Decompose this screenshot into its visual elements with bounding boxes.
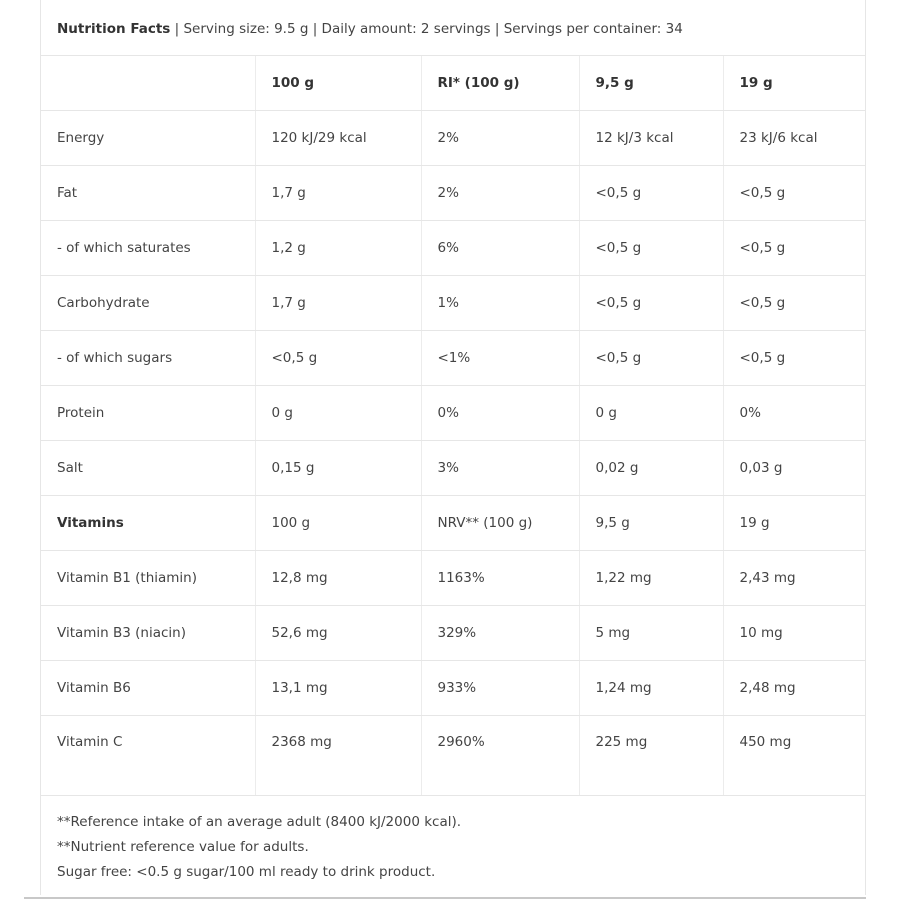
cell-value: 1,7 g [255,166,421,221]
cell-value: 933% [421,661,579,716]
cell-value: 0% [421,386,579,441]
row-label: Vitamin B6 [41,661,255,716]
nutrition-title: Nutrition Facts [57,21,171,37]
cell-value: 1,2 g [255,221,421,276]
table-row [41,331,865,386]
row-label: Vitamin B1 (thiamin) [41,551,255,606]
table-header-row [41,56,865,111]
cell-value: <1% [421,331,579,386]
cell-value: 225 mg [579,716,723,796]
header-cell-ri: RI* (100 g) [421,56,579,111]
table-row [41,386,865,441]
cell-value: <0,5 g [579,221,723,276]
footnote-nutrient-reference: **Nutrient reference value for adults. [57,839,309,855]
cell-value: <0,5 g [579,276,723,331]
row-label: Vitamin B3 (niacin) [41,606,255,661]
cell-value: 2,43 mg [723,551,865,606]
cell-value: 0,03 g [723,441,865,496]
row-label: Carbohydrate [41,276,255,331]
row-label: Vitamins [41,496,255,551]
cell-value: 329% [421,606,579,661]
cell-value: 5 mg [579,606,723,661]
cell-value: 12 kJ/3 kcal [579,111,723,166]
table-row [41,111,865,166]
cell-value: <0,5 g [723,331,865,386]
cell-value: 0% [723,386,865,441]
cell-value: <0,5 g [723,276,865,331]
cell-value: 0 g [579,386,723,441]
nutrition-facts-panel [40,0,866,895]
cell-value: 2960% [421,716,579,796]
cell-value: 2368 mg [255,716,421,796]
cell-value: 3% [421,441,579,496]
cell-value: 10 mg [723,606,865,661]
bottom-divider [24,897,866,899]
cell-value: 19 g [723,496,865,551]
cell-value: 23 kJ/6 kcal [723,111,865,166]
cell-value: 13,1 mg [255,661,421,716]
cell-value: 0 g [255,386,421,441]
cell-value: 1,22 mg [579,551,723,606]
header-cell-empty [41,56,255,111]
table-row [41,276,865,331]
table-row [41,716,865,796]
cell-value: NRV** (100 g) [421,496,579,551]
cell-value: 450 mg [723,716,865,796]
cell-value: 1,24 mg [579,661,723,716]
cell-value: 2% [421,166,579,221]
nutrition-table [41,56,865,796]
row-label: Vitamin C [41,716,255,796]
table-row-vitamins-header [41,496,865,551]
table-row [41,166,865,221]
cell-value: 12,8 mg [255,551,421,606]
cell-value: <0,5 g [579,331,723,386]
cell-value: 120 kJ/29 kcal [255,111,421,166]
row-label: Salt [41,441,255,496]
header-cell-19g: 19 g [723,56,865,111]
table-row [41,661,865,716]
cell-value: 1,7 g [255,276,421,331]
cell-value: 100 g [255,496,421,551]
cell-value: 2,48 mg [723,661,865,716]
row-label: - of which saturates [41,221,255,276]
serving-details: | Serving size: 9.5 g | Daily amount: 2 servings | Servings per container: 34 [170,21,683,37]
cell-value: <0,5 g [255,331,421,386]
cell-value: 1% [421,276,579,331]
row-label: Protein [41,386,255,441]
table-row [41,606,865,661]
cell-value: 0,15 g [255,441,421,496]
table-row [41,441,865,496]
table-row [41,551,865,606]
cell-value: 6% [421,221,579,276]
cell-value: <0,5 g [723,166,865,221]
row-label: Fat [41,166,255,221]
row-label: - of which sugars [41,331,255,386]
table-row [41,221,865,276]
cell-value: 0,02 g [579,441,723,496]
cell-value: <0,5 g [723,221,865,276]
cell-value: 2% [421,111,579,166]
header-cell-9-5g: 9,5 g [579,56,723,111]
footnotes [41,793,865,885]
footnote-reference-intake: **Reference intake of an average adult (8400 kJ/2000 kcal). [57,814,462,830]
row-label: Energy [41,111,255,166]
nutrition-header [41,0,865,56]
cell-value: <0,5 g [579,166,723,221]
footnote-sugar-free: Sugar free: <0.5 g sugar/100 ml ready to drink product. [57,864,436,880]
cell-value: 52,6 mg [255,606,421,661]
cell-value: 9,5 g [579,496,723,551]
header-cell-100g: 100 g [255,56,421,111]
cell-value: 1163% [421,551,579,606]
